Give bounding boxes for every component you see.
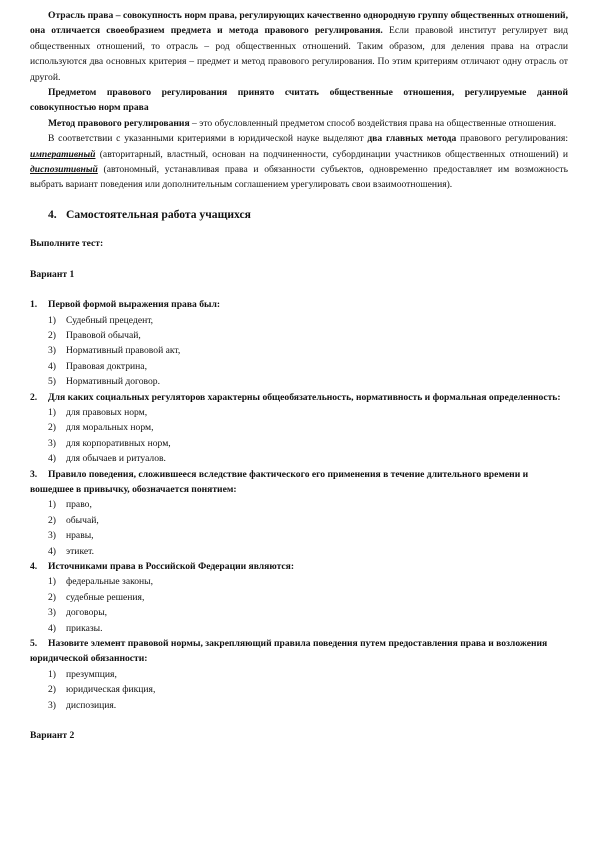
question-label: Назовите элемент правовой нормы, закрепляющий правила поведения путем предоставления права и возложения юридической обязанности: xyxy=(30,638,548,665)
answer-option[interactable]: 2) юридическая фикция, xyxy=(48,684,156,696)
variant-2-label: Вариант 2 xyxy=(30,730,75,742)
question-text xyxy=(30,297,568,312)
question-label: Для каких социальных регуляторов характерны общеобязательность, нормативность и формальная определенность: xyxy=(48,391,561,403)
question-label: Правило поведения, сложившееся вследствие фактического его применения в течение длительного времени и вошедшее в привычку, обозначается понятием: xyxy=(30,468,529,495)
answer-option[interactable]: 4) этикет. xyxy=(48,545,94,557)
question-number: 4. xyxy=(30,561,38,572)
answer-option[interactable]: 4) приказы. xyxy=(48,622,103,634)
question-label: Первой формой выражения права был: xyxy=(48,299,221,311)
section-number: 4. xyxy=(48,207,57,221)
paragraph-text: правового регулирования: xyxy=(456,133,568,145)
answer-option[interactable]: 3) для корпоративных норм, xyxy=(48,437,171,449)
question-2 xyxy=(30,390,568,467)
theory-paragraph-2 xyxy=(30,85,568,116)
question-1 xyxy=(30,297,568,389)
theory-paragraph-3 xyxy=(30,116,568,131)
term-dispositive: диспозитивный xyxy=(30,164,98,176)
definition-branch-of-law: совокупность норм права, регулирующих качественно однородную группу общественных отношений, она отличается своеобразием предмета и метода правового регулирования. xyxy=(30,10,568,37)
term-two-methods: два главных метода xyxy=(367,133,457,145)
paragraph-text: – это обусловленный предметом способ воздействия права на общественные отношения. xyxy=(189,117,557,129)
question-number: 3. xyxy=(30,468,38,480)
answer-options xyxy=(30,313,568,390)
answer-options xyxy=(30,497,568,559)
answer-options xyxy=(30,667,568,713)
question-text xyxy=(30,467,568,498)
answer-option[interactable]: 1) право, xyxy=(48,499,92,511)
question-5 xyxy=(30,636,568,713)
answer-option[interactable]: 3) договоры, xyxy=(48,607,108,619)
document-page xyxy=(30,8,568,743)
paragraph-text: (авторитарный, властный, основан на подчиненности, субординации участников общественных отношений) и xyxy=(95,148,568,160)
answer-option[interactable]: 4) Правовая доктрина, xyxy=(48,360,147,372)
question-3 xyxy=(30,467,568,559)
question-text xyxy=(30,390,568,405)
question-text xyxy=(30,636,568,667)
answer-option[interactable]: 2) Правовой обычай, xyxy=(48,329,141,341)
answer-option[interactable]: 2) обычай, xyxy=(48,514,99,526)
paragraph-text: Если правовой институт регулирует вид общественных отношений, то отрасль – род общественных отношений. Таким образом, для деления права на отрасли используются два основных критерия – предмет и метод правового регулирования. По этим критериям отличают одну отрасль от другой. xyxy=(30,25,568,83)
question-number: 2. xyxy=(30,391,38,403)
paragraph-text: (автономный, устанавливая права и обязанности субъектов, одновременно предоставляет им возможность выбрать вариант поведения или дополнительным соглашением урегулировать свои взаимоотношения). xyxy=(30,164,568,191)
answer-option[interactable]: 2) судебные решения, xyxy=(48,591,145,603)
variant-1-label: Вариант 1 xyxy=(30,268,75,280)
term-method: Метод правового регулирования xyxy=(48,117,190,129)
answer-option[interactable]: 2) для моральных норм, xyxy=(48,422,154,434)
definition-subject: Предметом правового регулирования принято считать общественные отношения, регулируемые данной совокупностью норм права xyxy=(30,87,568,114)
answer-option[interactable]: 1) федеральные законы, xyxy=(48,576,154,588)
answer-option[interactable]: 3) нравы, xyxy=(48,530,94,542)
question-text xyxy=(30,559,568,574)
section-heading xyxy=(48,207,568,222)
term-branch-of-law: Отрасль права – xyxy=(48,10,124,21)
answer-option[interactable]: 3) Нормативный правовой акт, xyxy=(48,345,181,357)
answer-option[interactable]: 1) для правовых норм, xyxy=(48,406,148,418)
answer-option[interactable]: 3) диспозиция. xyxy=(48,699,117,711)
answer-option[interactable]: 1) Судебный прецедент, xyxy=(48,314,154,326)
paragraph-text: В соответствии с указанными критериями в юридической науке выделяют xyxy=(48,133,368,145)
question-number: 5. xyxy=(30,638,38,650)
question-number: 1. xyxy=(30,299,38,311)
test-instruction: Выполните тест: xyxy=(30,238,104,250)
theory-paragraph-1 xyxy=(30,8,568,85)
question-4 xyxy=(30,559,568,636)
answer-option[interactable]: 1) презумпция, xyxy=(48,668,117,680)
answer-option[interactable]: 5) Нормативный договор. xyxy=(48,376,160,388)
answer-option[interactable]: 4) для обычаев и ритуалов. xyxy=(48,453,166,465)
question-label: Источниками права в Российской Федерации являются: xyxy=(48,561,295,572)
answer-options xyxy=(30,405,568,467)
theory-paragraph-4 xyxy=(30,131,568,193)
term-imperative: императивный xyxy=(30,148,96,160)
section-title: Самостоятельная работа учащихся xyxy=(66,207,251,221)
answer-options xyxy=(30,574,568,636)
